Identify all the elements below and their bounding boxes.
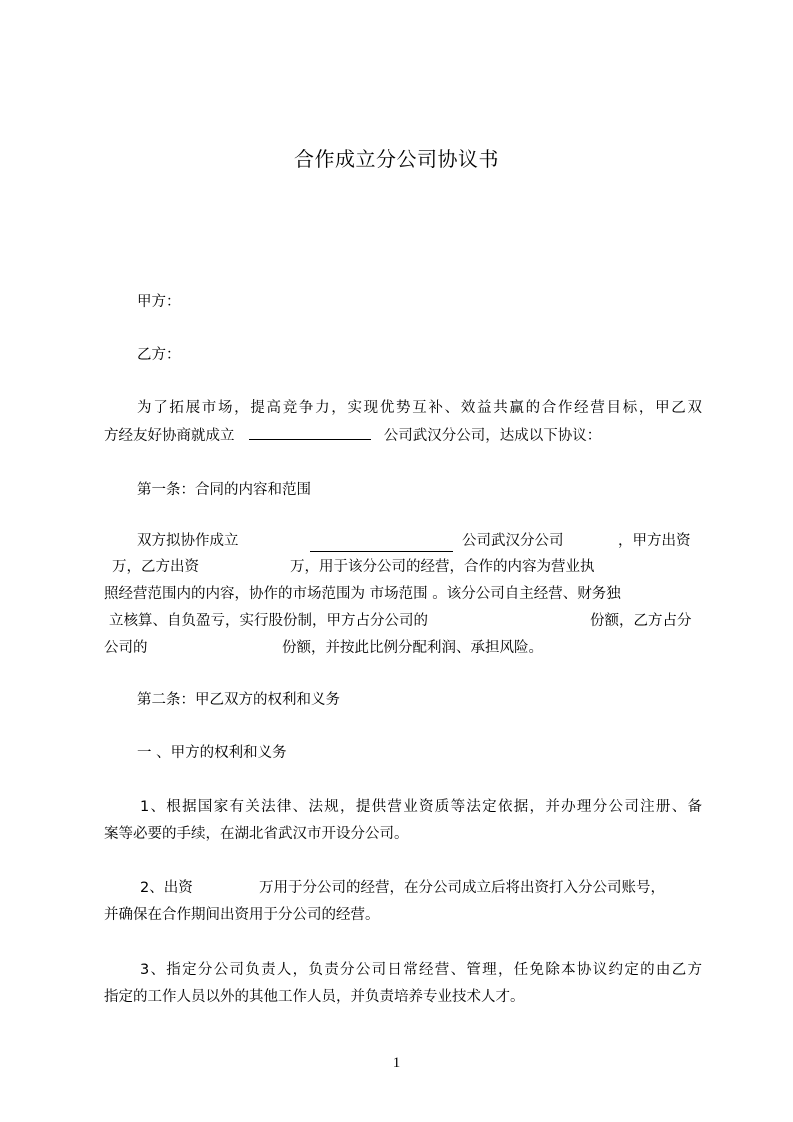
section-1-heading: 一 、甲方的权利和义务 <box>137 745 287 761</box>
intro-line-2 <box>104 425 601 446</box>
party-a-label: 甲方： <box>137 294 181 310</box>
page-number: 1 <box>392 1055 401 1071</box>
intro-line-2-text-a: 方经友好协商就成立 <box>104 428 235 444</box>
article-1-line-1-a: 双方拟协作成立 <box>137 533 239 549</box>
item-3-line-1: 3、指定分公司负责人，负责分公司日常经营、管理，任免除本协议约定的由乙方 <box>140 962 702 978</box>
article-1-line-5-a: 公司的 <box>104 640 148 656</box>
article-2-heading: 第二条：甲乙双方的权利和义务 <box>137 692 340 708</box>
document-title: 合作成立分公司协议书 <box>294 147 499 171</box>
article-1-line-4-a: 立核算、自负盈亏，实行股份制，甲方占分公司的 <box>109 613 428 629</box>
intro-line-2-text-b: 公司武汉分公司，达成以下协议： <box>383 428 602 444</box>
article-1-line-3: 照经营范围内的内容，协作的市场范围为 市场范围 。该分公司自主经营、财务独 <box>104 586 621 602</box>
article-1-line-2-a: 万，乙方出资 <box>112 559 199 575</box>
item-1-line-1: 1、根据国家有关法律、法规，提供营业资质等法定依据，并办理分公司注册、备 <box>140 799 702 815</box>
article-1-line-5-b: 份额，并按此比例分配利润、承担风险。 <box>282 640 543 656</box>
item-2-line-1-a: 2、出资 <box>140 880 193 896</box>
party-b-label: 乙方： <box>137 347 181 363</box>
item-1-line-2: 案等必要的手续，在湖北省武汉市开设分公司。 <box>104 826 409 842</box>
article-1-line-1-b: 公司武汉分公司 <box>462 533 564 549</box>
article-1-line-1-c: ，甲方出资 <box>618 533 691 549</box>
article-1-line-2-b: 万，用于该分公司的经营，合作的内容为营业执 <box>290 559 595 575</box>
article-1-line-4-b: 份额，乙方占分 <box>590 613 692 629</box>
item-2-line-1-b: 万用于分公司的经营，在分公司成立后将出资打入分公司账号， <box>259 880 665 896</box>
item-2-line-2: 并确保在合作期间出资用于分公司的经营。 <box>104 907 380 923</box>
company-name-blank-2 <box>310 537 453 552</box>
item-3-line-2: 指定的工作人员以外的其他工作人员，并负责培养专业技术人才。 <box>104 989 525 1005</box>
company-name-blank <box>249 425 371 440</box>
article-1-heading: 第一条：合同的内容和范围 <box>137 482 311 498</box>
intro-line-1: 为了拓展市场，提高竞争力，实现优势互补、效益共赢的合作经营目标，甲乙双 <box>137 400 702 416</box>
